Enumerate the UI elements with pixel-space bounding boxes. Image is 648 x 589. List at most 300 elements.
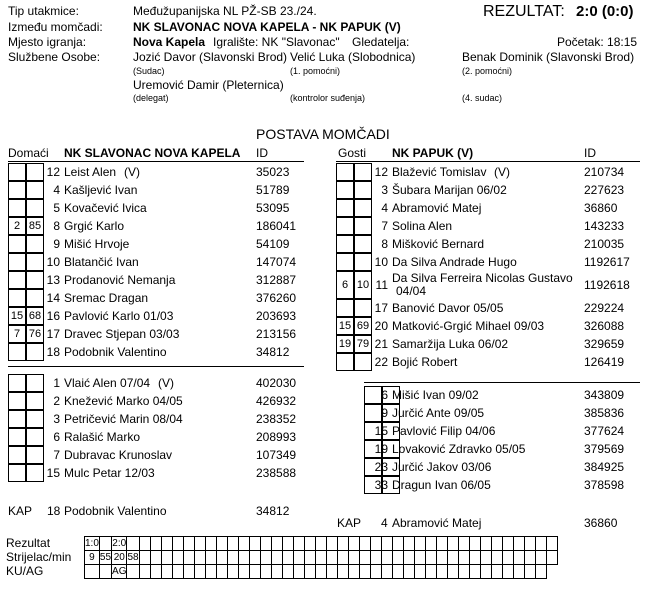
- away-starter-number: 17: [374, 301, 388, 315]
- score-grid: [84, 536, 558, 579]
- delegate-name: Uremović Damir (Pleternica): [133, 78, 284, 92]
- venue-value: Nova Kapela: [133, 35, 206, 49]
- away-starter-box-a: 19: [336, 335, 354, 353]
- away-sub-name: Jurčić Ante 09/05: [392, 406, 485, 420]
- kuag-cell: [348, 565, 359, 579]
- away-starter-name: Banović Davor 05/05: [392, 301, 504, 315]
- away-starter-number: 8: [381, 237, 388, 251]
- strijelac-cell: [502, 551, 513, 565]
- home-sub-box-b: [26, 464, 44, 482]
- home-sub-name: Vlaić Alen 07/04: [64, 376, 151, 390]
- kuag-cell: [172, 565, 183, 579]
- kuag-cell: [491, 565, 502, 579]
- rezultat-cell: [403, 537, 414, 551]
- home-sub-box-a: [8, 392, 26, 410]
- home-sub-box-a: [8, 428, 26, 446]
- home-starter-box-a: [8, 163, 26, 181]
- strijelac-cell: [238, 551, 249, 565]
- home-starter-name: Pavlović Karlo 01/03: [64, 309, 174, 323]
- away-kap-name: Abramović Matej: [392, 516, 482, 530]
- away-starter-name: Bojić Robert: [392, 355, 458, 369]
- kuag-cell: [502, 565, 513, 579]
- away-starter-box-a: 6: [336, 271, 354, 299]
- rezultat-label: Rezultat: [6, 536, 51, 550]
- home-sub-note: (V): [158, 376, 174, 390]
- home-sub-id: 426932: [256, 394, 297, 408]
- home-starter-box-b: [26, 181, 44, 199]
- tip-label: Tip utakmice:: [8, 4, 79, 18]
- strijelac-cell: 9: [85, 551, 100, 565]
- rezultat-cell: [150, 537, 161, 551]
- kuag-cell: [205, 565, 216, 579]
- home-starter-number: 4: [53, 183, 60, 197]
- home-kap-name: Podobnik Valentino: [64, 504, 167, 518]
- away-starter-box-b: [354, 181, 372, 199]
- kuag-cell: [183, 565, 194, 579]
- kuag-cell: [381, 565, 392, 579]
- strijelac-cell: [227, 551, 238, 565]
- away-starter-box-b: [354, 235, 372, 253]
- away-starter-box-a: [336, 163, 354, 181]
- rezultat-cell: [293, 537, 304, 551]
- away-sub-number: 23: [374, 460, 388, 474]
- strijelac-cell: [249, 551, 260, 565]
- rezultat-cell: [249, 537, 260, 551]
- away-starter-box-b: [354, 353, 372, 371]
- home-starter-box-b: [26, 253, 44, 271]
- away-starter-box-a: [336, 181, 354, 199]
- home-subs-rule: [8, 366, 304, 367]
- away-starter-id: 210035: [584, 237, 625, 251]
- home-sub-id: 402030: [256, 376, 297, 390]
- rezultat-cell: [99, 537, 111, 551]
- kuag-cell: [260, 565, 271, 579]
- away-starter-id: 229224: [584, 301, 625, 315]
- rezultat-cell: [337, 537, 348, 551]
- away-starter-name: Blažević Tomislav: [392, 165, 487, 179]
- kuag-cell: [161, 565, 172, 579]
- rezultat-cell: [326, 537, 337, 551]
- delegate-role: (delegat): [133, 93, 169, 103]
- start-time: Početak: 18:15: [557, 35, 638, 49]
- kuag-cell: [85, 565, 100, 579]
- rezultat-cell: [546, 537, 557, 551]
- strijelac-cell: [491, 551, 502, 565]
- home-sub-box-b: [26, 446, 44, 464]
- home-starter-id: 34812: [256, 345, 290, 359]
- home-starter-box-b: 85: [26, 217, 44, 235]
- away-starter-number: 21: [374, 337, 388, 351]
- away-side-label: Gosti: [338, 146, 367, 160]
- away-starter-number: 4: [381, 201, 388, 215]
- strijelac-cell: [458, 551, 469, 565]
- assistant2-role: (2. pomoćni): [462, 66, 513, 76]
- away-starter-number: 7: [381, 219, 388, 233]
- rezultat-cell: [205, 537, 216, 551]
- away-sub-id: 377624: [584, 424, 625, 438]
- rezultat-cell: 1:0: [85, 537, 99, 549]
- rezultat-cell: [139, 537, 150, 551]
- kuag-cell: [139, 565, 150, 579]
- home-starter-number: 9: [53, 237, 60, 251]
- home-starter-number: 13: [46, 273, 60, 287]
- home-sub-number: 3: [53, 412, 60, 426]
- home-starter-id: 186041: [256, 219, 297, 233]
- rezultat-cell: [381, 537, 392, 551]
- home-id-header: ID: [256, 146, 268, 160]
- away-sub-number: 19: [374, 442, 388, 456]
- home-kap-id: 34812: [256, 504, 290, 518]
- away-starter-name: Solina Alen: [392, 219, 453, 233]
- rezultat-cell: [348, 537, 359, 551]
- home-starter-box-b: 68: [26, 307, 44, 325]
- home-sub-box-b: [26, 392, 44, 410]
- home-sub-box-a: [8, 464, 26, 482]
- rezultat-cell: [414, 537, 425, 551]
- away-starter-box-b: [354, 253, 372, 271]
- away-starter-number: 3: [381, 183, 388, 197]
- kuag-cell: [535, 565, 546, 579]
- kuag-cell: [238, 565, 249, 579]
- rezultat-cell: [194, 537, 205, 551]
- home-side-label: Domaći: [8, 146, 49, 160]
- away-kap-id: 36860: [584, 516, 618, 530]
- referee-role: (Sudac): [133, 66, 165, 76]
- strijelac-cell: [359, 551, 370, 565]
- home-starter-name: Grgić Karlo: [64, 219, 125, 233]
- home-sub-id: 238352: [256, 412, 297, 426]
- kuag-label: KU/AG: [6, 564, 44, 578]
- away-sub-number: 9: [381, 406, 388, 420]
- away-sub-number: 6: [381, 388, 388, 402]
- away-starter-name: Šubara Marijan 06/02: [392, 183, 507, 197]
- home-sub-box-b: [26, 410, 44, 428]
- away-starter-box-a: [336, 217, 354, 235]
- home-starter-id: 35023: [256, 165, 290, 179]
- strijelac-cell: [381, 551, 392, 565]
- home-starter-name: Sremac Dragan: [64, 291, 149, 305]
- home-starter-box-a: [8, 199, 26, 217]
- home-starter-name: Prodanović Nemanja: [64, 273, 176, 287]
- home-sub-id: 208993: [256, 430, 297, 444]
- strijelac-cell: [205, 551, 216, 565]
- home-starter-box-a: [8, 235, 26, 253]
- home-starter-number: 8: [53, 219, 60, 233]
- away-starter-name: Da Silva Andrade Hugo: [392, 255, 517, 269]
- home-sub-name: Petričević Marin 08/04: [64, 412, 183, 426]
- home-starter-note: (V): [124, 165, 140, 179]
- kuag-cell: [524, 565, 535, 579]
- home-starter-id: 203693: [256, 309, 297, 323]
- strijelac-cell: [370, 551, 381, 565]
- strijelac-label: Strijelac/min: [6, 550, 72, 564]
- away-starter-id: 227623: [584, 183, 625, 197]
- assistant1-role: (1. pomoćni): [290, 66, 341, 76]
- home-starter-name: Kašljević Ivan: [64, 183, 138, 197]
- home-starter-box-a: 7: [8, 325, 26, 343]
- home-starter-id: 54109: [256, 237, 290, 251]
- rezultat-cell: [271, 537, 282, 551]
- home-starter-number: 5: [53, 201, 60, 215]
- home-sub-box-a: [8, 410, 26, 428]
- kuag-cell: [359, 565, 370, 579]
- kuag-row: [85, 565, 558, 579]
- away-starter-name-cont: 04/04: [396, 284, 427, 298]
- home-kap-label: KAP: [8, 504, 33, 518]
- strijelac-cell: [447, 551, 458, 565]
- kuag-cell: [304, 565, 315, 579]
- away-kap-number: 4: [381, 516, 388, 530]
- kuag-cell: [403, 565, 414, 579]
- home-starter-number: 10: [46, 255, 60, 269]
- strijelac-cell: [392, 551, 403, 565]
- home-starter-name: Blatančić Ivan: [64, 255, 139, 269]
- kuag-cell: [414, 565, 425, 579]
- away-sub-number: 15: [374, 424, 388, 438]
- rezultat-cell: [447, 537, 458, 551]
- strijelac-cell: [216, 551, 227, 565]
- strijelac-cell: [161, 551, 172, 565]
- home-sub-number: 2: [53, 394, 60, 408]
- away-sub-id: 343809: [584, 388, 625, 402]
- rezultat-cell: [227, 537, 238, 551]
- rezultat-cell: [524, 537, 535, 551]
- assistant2-name: Benak Dominik (Slavonski Brod): [462, 50, 635, 64]
- away-starter-id: 210734: [584, 165, 625, 179]
- home-starter-box-a: [8, 253, 26, 271]
- away-starter-id: 1192618: [584, 278, 630, 292]
- away-kap-label: KAP: [337, 516, 362, 530]
- away-starter-note: (V): [494, 165, 510, 179]
- away-sub-name: Dragun Ivan 06/05: [392, 478, 491, 492]
- away-starter-number: 12: [374, 165, 388, 179]
- strijelac-cell: [172, 551, 183, 565]
- kuag-cell: [227, 565, 238, 579]
- rezultat-cell: [436, 537, 447, 551]
- home-sub-name: Ralašić Marko: [64, 430, 141, 444]
- home-sub-id: 238588: [256, 466, 297, 480]
- between-value: NK SLAVONAC NOVA KAPELA - NK PAPUK (V): [133, 20, 401, 34]
- strijelac-cell: 55: [99, 551, 112, 563]
- home-team-name: NK SLAVONAC NOVA KAPELA: [64, 146, 241, 160]
- away-starter-box-b: [354, 199, 372, 217]
- rezultat-row: [85, 537, 558, 551]
- strijelac-cell: [513, 551, 524, 565]
- referee-name: Jozić Davor (Slavonski Brod): [133, 50, 288, 64]
- rezultat-cell: [282, 537, 293, 551]
- home-starter-number: 16: [46, 309, 60, 323]
- rezultat-cell: [458, 537, 469, 551]
- away-starter-box-a: 15: [336, 317, 354, 335]
- home-starter-box-b: [26, 271, 44, 289]
- kuag-cell: [315, 565, 326, 579]
- rezultat-cell: [216, 537, 227, 551]
- kuag-cell: [293, 565, 304, 579]
- strijelac-row: [85, 551, 558, 565]
- strijelac-cell: [480, 551, 491, 565]
- strijelac-cell: [260, 551, 271, 565]
- kuag-cell: [480, 565, 491, 579]
- strijelac-cell: [535, 551, 546, 565]
- home-starter-number: 18: [46, 345, 60, 359]
- away-starter-name: Mišković Bernard: [392, 237, 485, 251]
- control-role: (kontrolor suđenja): [290, 93, 366, 103]
- home-starter-name: Leist Alen: [64, 165, 117, 179]
- between-label: Između momčadi:: [8, 20, 103, 34]
- away-starter-box-b: [354, 163, 372, 181]
- away-starter-number: 11: [375, 278, 388, 292]
- kuag-cell: [282, 565, 293, 579]
- home-starter-box-a: [8, 289, 26, 307]
- away-sub-id: 379569: [584, 442, 625, 456]
- strijelac-cell: [436, 551, 447, 565]
- home-starter-box-b: [26, 199, 44, 217]
- away-starter-box-a: [336, 199, 354, 217]
- away-starter-id: 329659: [584, 337, 625, 351]
- away-sub-name: Lovaković Zdravko 05/05: [392, 442, 526, 456]
- rezultat-cell: [425, 537, 436, 551]
- strijelac-cell: [414, 551, 425, 565]
- home-starter-number: 12: [46, 165, 60, 179]
- assistant1-name: Velić Luka (Slobodnica): [290, 50, 416, 64]
- away-id-header: ID: [584, 146, 596, 160]
- strijelac-cell: 20: [112, 551, 127, 565]
- home-sub-number: 15: [46, 466, 60, 480]
- home-starter-name: Podobnik Valentino: [64, 345, 167, 359]
- away-starter-name: Da Silva Ferreira Nicolas Gustavo: [392, 271, 573, 285]
- rezultat-cell: [535, 537, 546, 551]
- away-starter-box-b: [354, 299, 372, 317]
- away-starter-box-b: 69: [354, 317, 372, 335]
- home-sub-box-a: [8, 446, 26, 464]
- home-starter-box-a: 2: [8, 217, 26, 235]
- strijelac-cell: [282, 551, 293, 565]
- home-starter-box-a: [8, 271, 26, 289]
- home-sub-name: Dubravac Krunoslav: [64, 448, 173, 462]
- home-starter-box-a: [8, 343, 26, 361]
- rezultat-cell: [304, 537, 315, 551]
- away-starter-number: 20: [374, 319, 388, 333]
- away-starter-id: 326088: [584, 319, 625, 333]
- venue-label: Mjesto igranja:: [8, 35, 87, 49]
- home-sub-box-b: [26, 374, 44, 392]
- strijelac-cell: [139, 551, 150, 565]
- rezultat-cell: [513, 537, 524, 551]
- kuag-cell: [513, 565, 524, 579]
- away-sub-id: 385836: [584, 406, 625, 420]
- kuag-cell: [469, 565, 480, 579]
- kuag-cell: [216, 565, 227, 579]
- home-starter-number: 17: [46, 327, 60, 341]
- away-header-rule: [336, 161, 640, 162]
- home-starter-box-b: [26, 343, 44, 361]
- strijelac-cell: [425, 551, 436, 565]
- strijelac-cell: [469, 551, 480, 565]
- away-starter-id: 126419: [584, 355, 625, 369]
- rezultat-cell: [172, 537, 183, 551]
- rezultat-cell: [491, 537, 502, 551]
- away-starter-id: 1192617: [584, 255, 630, 269]
- home-starter-id: 376260: [256, 291, 297, 305]
- home-kap-number: 18: [47, 504, 61, 518]
- away-sub-number: 33: [374, 478, 388, 492]
- home-starter-id: 53095: [256, 201, 290, 215]
- kuag-cell: [447, 565, 458, 579]
- kuag-cell: [99, 565, 111, 579]
- kuag-cell: [370, 565, 381, 579]
- away-starter-name: Matković-Grgić Mihael 09/03: [392, 319, 545, 333]
- home-starter-name: Dravec Stjepan 03/03: [64, 327, 180, 341]
- home-starter-box-b: [26, 235, 44, 253]
- rezultat-cell: [161, 537, 172, 551]
- away-sub-id: 384925: [584, 460, 625, 474]
- away-starter-number: 22: [374, 355, 388, 369]
- away-starter-box-b: 10: [354, 271, 372, 299]
- home-starter-number: 14: [46, 291, 60, 305]
- away-starter-number: 10: [374, 255, 388, 269]
- rezultat-cell: [370, 537, 381, 551]
- home-sub-number: 6: [53, 430, 60, 444]
- kuag-cell: [127, 565, 139, 579]
- away-sub-name: Jurčić Jakov 03/06: [392, 460, 492, 474]
- away-sub-id: 378598: [584, 478, 625, 492]
- strijelac-cell: [271, 551, 282, 565]
- rezultat-cell: 2:0: [112, 537, 127, 549]
- away-sub-name: Pavlović Filip 04/06: [392, 424, 496, 438]
- result-value: 2:0 (0:0): [576, 3, 634, 20]
- home-sub-number: 7: [53, 448, 60, 462]
- home-starter-box-a: 15: [8, 307, 26, 325]
- away-starter-box-a: [336, 299, 354, 317]
- home-starter-id: 312887: [256, 273, 297, 287]
- kuag-cell: [392, 565, 403, 579]
- strijelac-cell: [194, 551, 205, 565]
- rezultat-cell: [392, 537, 403, 551]
- rezultat-cell: [315, 537, 326, 551]
- strijelac-cell: [546, 551, 557, 565]
- rezultat-cell: [502, 537, 513, 551]
- away-starter-name: Abramović Matej: [392, 201, 482, 215]
- home-starter-id: 147074: [256, 255, 297, 269]
- rezultat-cell: [260, 537, 271, 551]
- kuag-cell: [425, 565, 436, 579]
- home-header-rule: [8, 161, 304, 162]
- strijelac-cell: [348, 551, 359, 565]
- officials-label: Službene Osobe:: [8, 50, 101, 64]
- home-sub-number: 1: [53, 376, 60, 390]
- home-sub-box-a: [8, 374, 26, 392]
- strijelac-cell: [150, 551, 161, 565]
- home-sub-name: Mulc Petar 12/03: [64, 466, 155, 480]
- away-subs-rule: [364, 382, 640, 383]
- rezultat-cell: [469, 537, 480, 551]
- strijelac-cell: [326, 551, 337, 565]
- rezultat-cell: [238, 537, 249, 551]
- away-starter-box-a: [336, 253, 354, 271]
- home-starter-box-a: [8, 181, 26, 199]
- kuag-cell: [249, 565, 260, 579]
- home-starter-name: Kovačević Ivica: [64, 201, 147, 215]
- rezultat-cell: [359, 537, 370, 551]
- away-starter-box-b: [354, 217, 372, 235]
- away-starter-id: 143233: [584, 219, 625, 233]
- home-starter-id: 213156: [256, 327, 297, 341]
- strijelac-cell: [524, 551, 535, 565]
- spectators-label: Gledatelja:: [352, 35, 410, 49]
- away-starter-box-a: [336, 353, 354, 371]
- kuag-cell: [194, 565, 205, 579]
- home-starter-box-b: 76: [26, 325, 44, 343]
